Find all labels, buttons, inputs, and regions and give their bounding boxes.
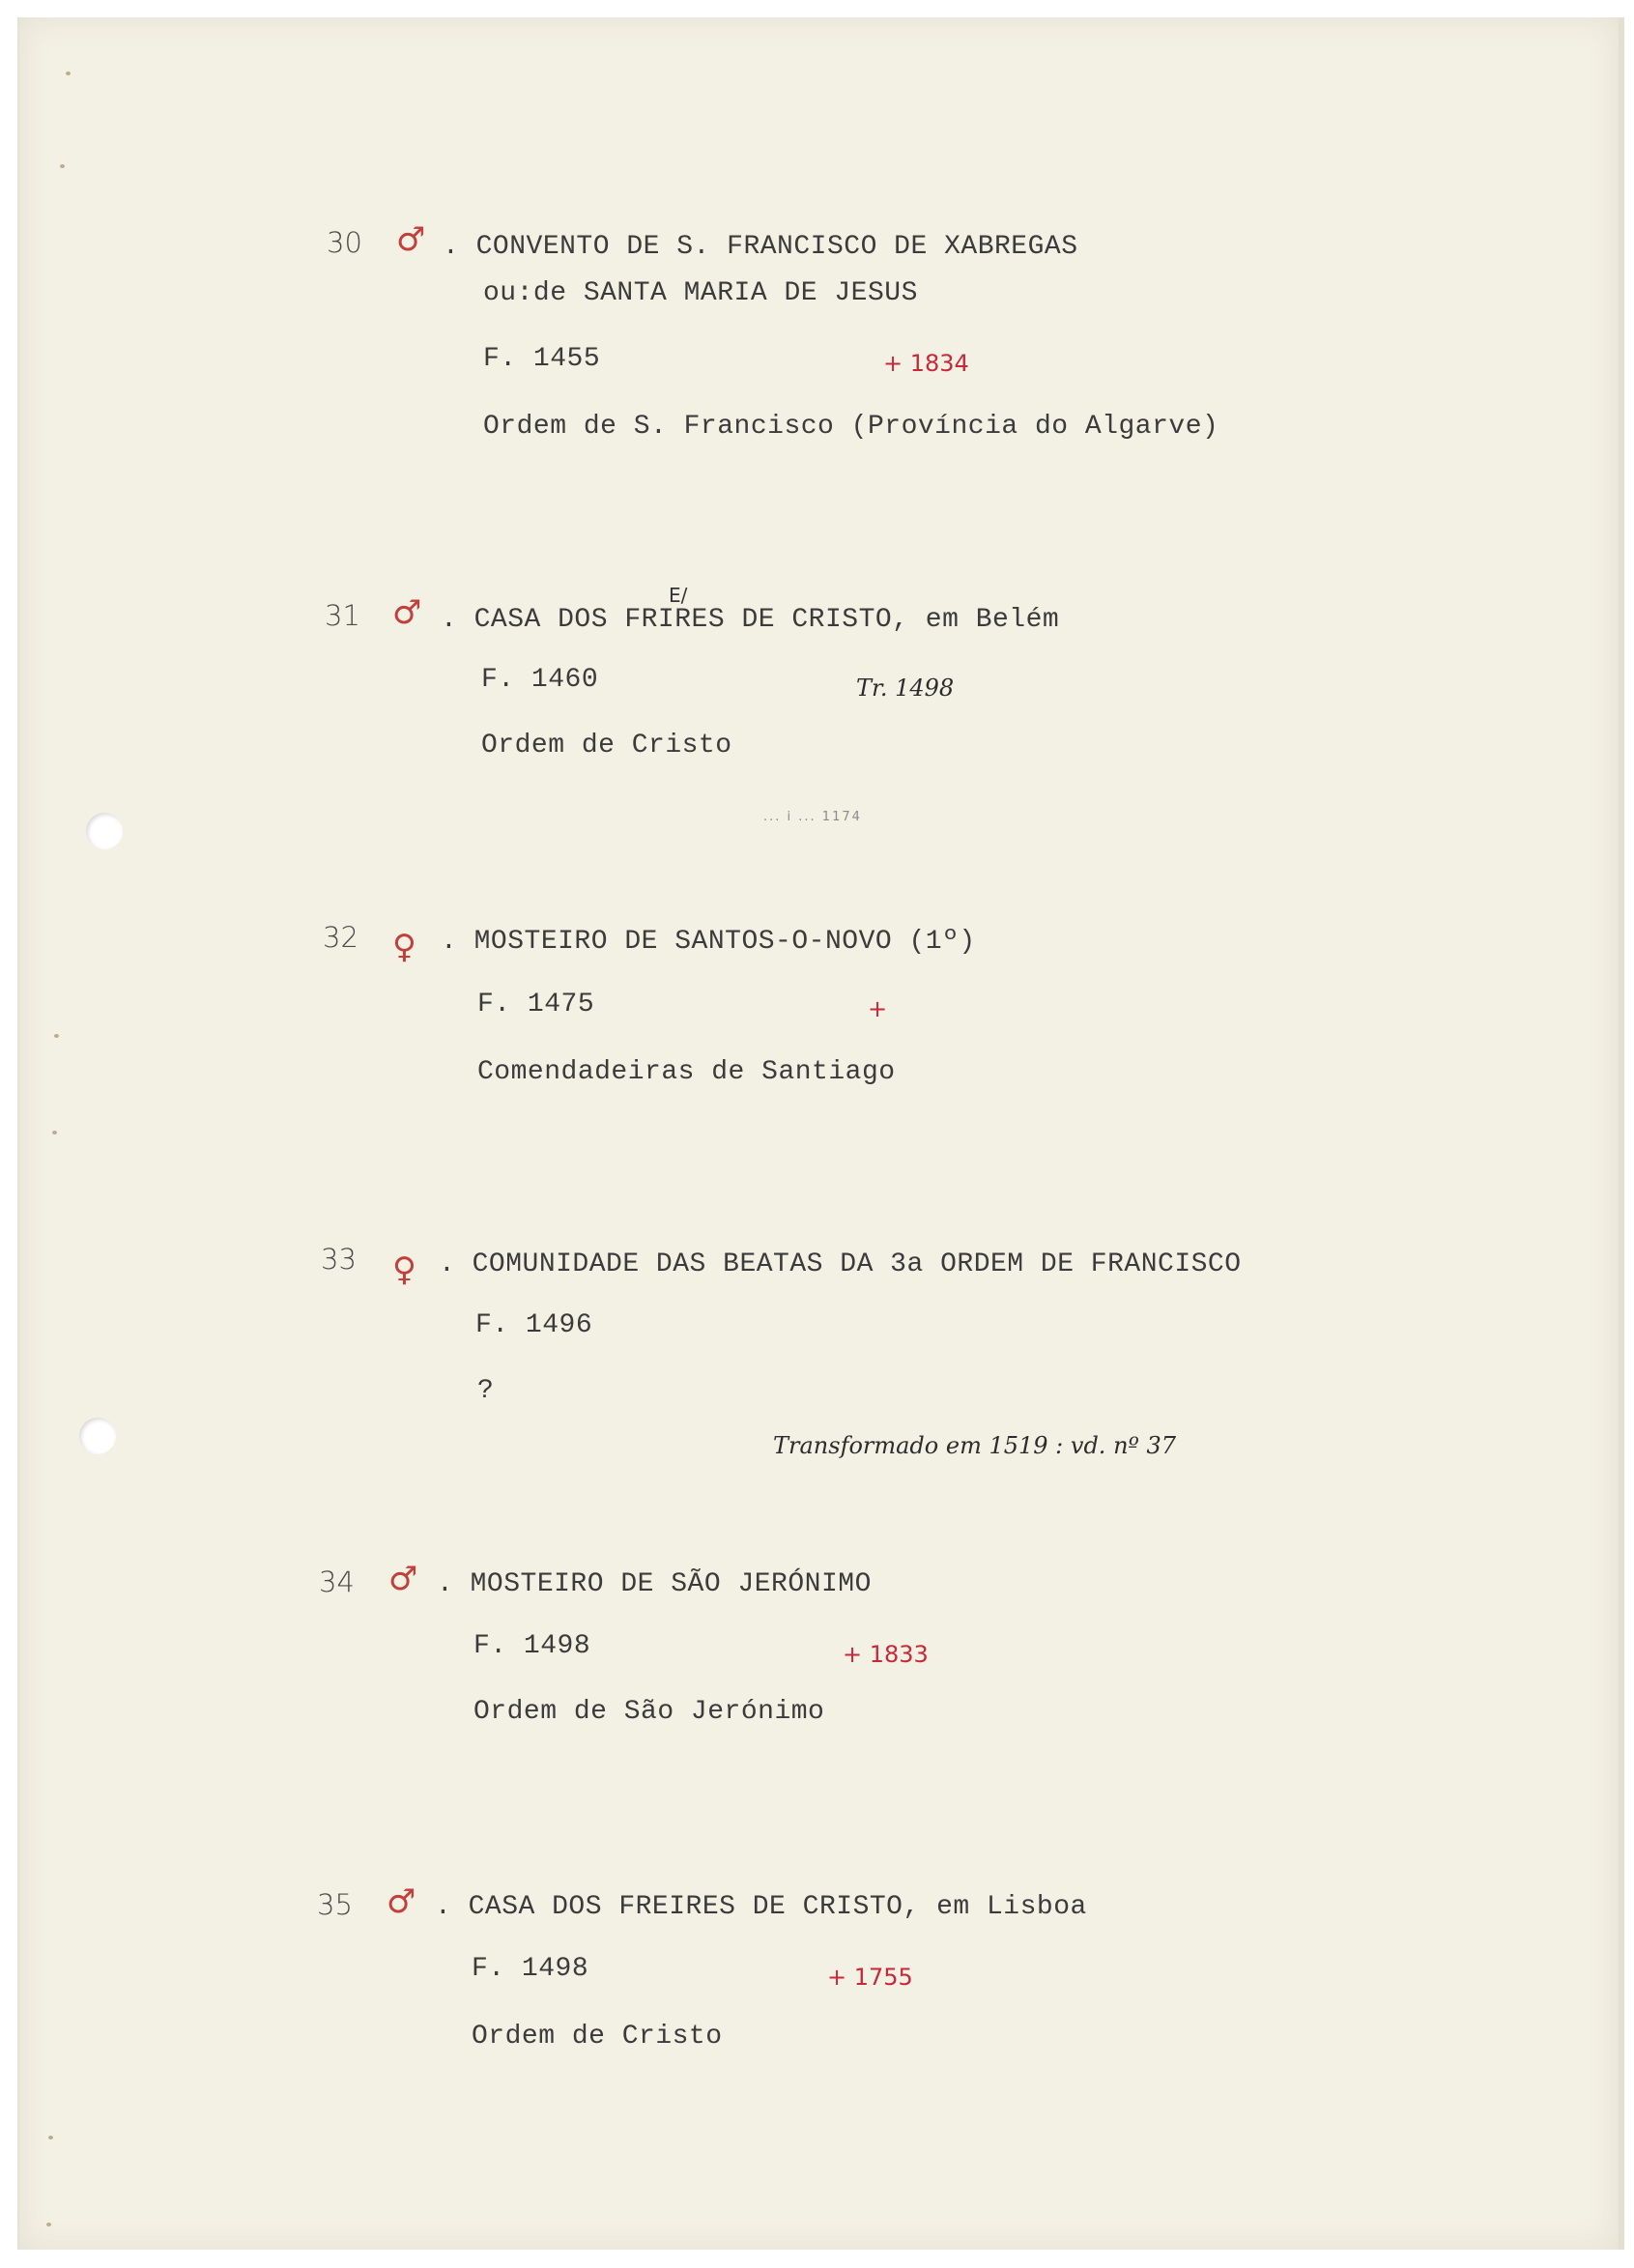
entry-number: 31 [325,599,360,632]
male-symbol-icon: ♂ [396,220,426,259]
male-symbol-icon: ♂ [392,593,422,632]
entry-red-note: + [868,995,888,1022]
entry-number: 34 [319,1565,355,1598]
punch-hole-top [86,813,123,849]
entry-order: Comendadeiras de Santiago [477,1057,896,1087]
entry-founded: F. 1498 [472,1954,589,1984]
entry-red-note: + 1833 [843,1641,929,1668]
faint-marks: ... i ... 1174 [763,810,862,824]
entry-red-note: + 1834 [883,350,969,377]
entry-handwritten-note: Tr. 1498 [856,675,955,702]
entry-founded: F. 1460 [481,665,599,695]
entry-number: 32 [323,921,358,954]
paper-speck [48,2136,53,2139]
entry-number: 35 [317,1888,353,1921]
entry-founded: F. 1475 [477,990,595,1019]
paper-speck [54,1034,59,1038]
male-symbol-icon: ♂ [387,1882,416,1921]
entry-title: . MOSTEIRO DE SÃO JERÓNIMO [437,1569,872,1599]
entry-subtitle: ou:de SANTA MARIA DE JESUS [483,278,918,308]
handwritten-correction: E/ [669,584,688,607]
entry-founded: F. 1496 [475,1310,593,1340]
entry-title: . MOSTEIRO DE SANTOS-O-NOVO (1º) [441,927,976,957]
paper-speck [52,1131,57,1134]
entry-order: Ordem de Cristo [472,2022,723,2052]
paper-speck [46,2223,51,2226]
entry-title: . CONVENTO DE S. FRANCISCO DE XABREGAS [443,232,1078,262]
punch-hole-bottom [79,1418,116,1454]
entry-order: Ordem de S. Francisco (Província do Algarve) [483,412,1219,442]
entry-founded: F. 1498 [473,1631,591,1661]
paper-speck [60,164,65,168]
female-symbol-icon: ♀ [392,928,416,966]
paper-speck [66,72,71,75]
entry-order: Ordem de São Jerónimo [473,1697,825,1727]
entry-founded: F. 1455 [483,344,601,374]
entry-number: 33 [321,1243,357,1276]
entry-number: 30 [327,226,362,259]
female-symbol-icon: ♀ [392,1250,416,1289]
entry-title: . COMUNIDADE DAS BEATAS DA 3a ORDEM DE FRANCISCO [439,1249,1242,1279]
entry-handwritten-note: Transformado em 1519 : vd. nº 37 [773,1432,1176,1459]
entry-title: . CASA DOS FREIRES DE CRISTO, em Lisboa [435,1892,1087,1922]
entry-order: ? [477,1376,495,1406]
entry-order: Ordem de Cristo [481,731,732,761]
male-symbol-icon: ♂ [388,1560,418,1598]
entry-red-note: + 1755 [827,1964,913,1991]
entry-title: . CASA DOS FRIRES DE CRISTO, em Belém [441,605,1060,635]
